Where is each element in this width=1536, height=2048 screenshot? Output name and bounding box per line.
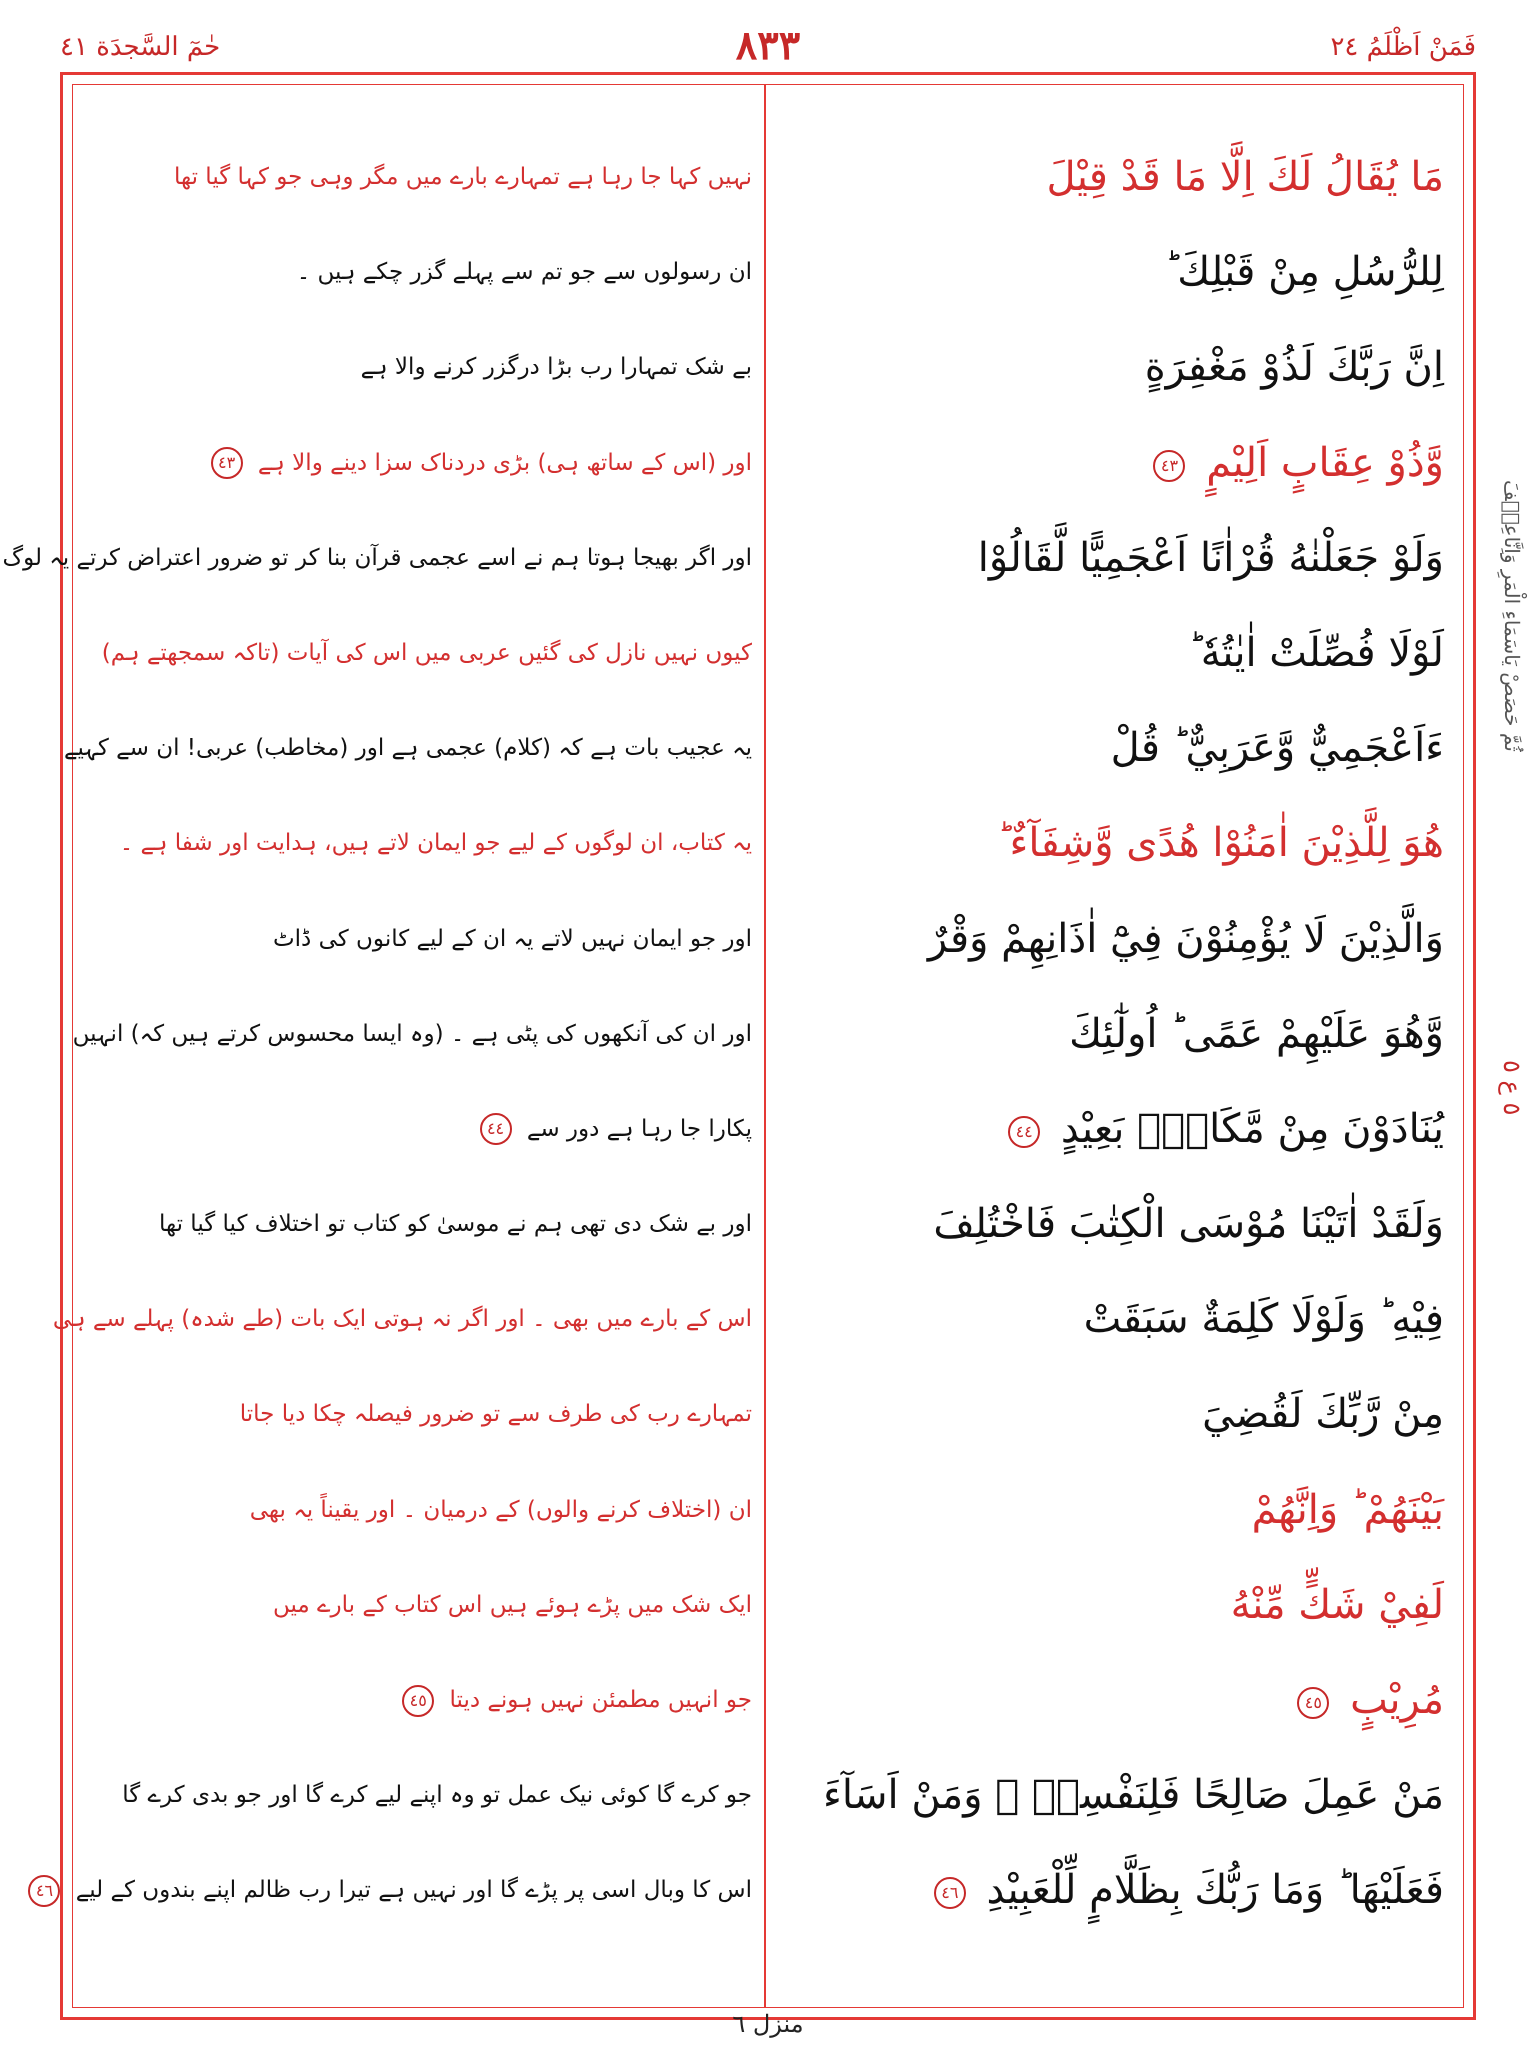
urdu-translation: اور بے شک دی تھی ہم نے موسیٰ کو کتاب تو اختلاف کیا گیا تھا — [158, 1211, 752, 1238]
page-number: ٨٣٣ — [735, 22, 801, 69]
urdu-translation: ان رسولوں سے جو تم سے پہلے گزر چکے ہیں ۔ — [296, 259, 752, 286]
arabic-text: وَّهُوَ عَلَيْهِمْ عَمًى ؕ اُولٰٓئِكَ — [1069, 1010, 1444, 1057]
arabic-text: لِلرُّسُلِ مِنْ قَبْلِكَ ؕ — [1164, 249, 1444, 296]
verse-row — [35, 1843, 1464, 1938]
urdu-translation: تمہارے رب کی طرف سے تو ضرور فیصلہ چکا دیا جاتا — [239, 1401, 752, 1428]
arabic-text: هُوَ لِلَّذِيْنَ اٰمَنُوْا هُدًى وَّشِفَآءٌ ؕ — [996, 820, 1444, 867]
arabic-text: بَيْنَهُمْ ؕ وَاِنَّهُمْ — [1251, 1486, 1444, 1533]
arabic-text — [764, 1082, 1444, 1177]
urdu-verse-text: جو انہیں مطمئن نہیں ہونے دیتا — [449, 1687, 752, 1713]
verse-row — [63, 701, 1464, 796]
arabic-text — [764, 1843, 1444, 1938]
verse-row — [72, 987, 1464, 1082]
arabic-text: وَالَّذِيْنَ لَا يُؤْمِنُوْنَ فِيْٓ اٰذَانِهِمْ وَقْرٌ — [927, 915, 1444, 962]
verse-row — [2, 511, 1464, 606]
verse-row — [72, 1463, 1464, 1558]
urdu-translation: نہیں کہا جا رہا ہے تمہارے بارے میں مگر وہی جو کہا گیا تھا — [173, 164, 752, 190]
arabic-text — [764, 1653, 1444, 1748]
verse-row — [72, 796, 1464, 891]
arabic-verse-text: مُرِيْبٍ — [1350, 1677, 1444, 1723]
arabic-text: مَا يُقَالُ لَكَ اِلَّا مَا قَدْ قِيْلَ — [1046, 154, 1444, 200]
verse-row — [72, 320, 1464, 415]
verse-number-marker: ٤٤ — [480, 1113, 512, 1145]
urdu-translation — [88, 416, 752, 511]
verse-row — [72, 606, 1464, 701]
urdu-translation — [88, 1082, 752, 1177]
arabic-text: وَلَقَدْ اٰتَيْنَا مُوْسَى الْكِتٰبَ فَاخْتُلِفَ — [933, 1201, 1444, 1248]
verse-row — [72, 1367, 1464, 1462]
verse-row — [72, 1748, 1464, 1843]
verse-row — [72, 1177, 1464, 1272]
urdu-translation — [88, 1653, 752, 1748]
urdu-translation: اور ان کی آنکھوں کی پٹی ہے ۔ (وہ ایسا محسوس کرتے ہیں کہ) انہیں — [72, 1020, 752, 1047]
verse-number-marker: ٤٥ — [1297, 1687, 1329, 1719]
verse-rows — [2, 130, 1464, 1939]
urdu-translation: اس کے بارے میں بھی ۔ اور اگر نہ ہوتی ایک بات (طے شدہ) پہلے سے ہی — [52, 1306, 752, 1333]
urdu-translation: کیوں نہیں نازل کی گئیں عربی میں اس کی آیات (تاکہ سمجھتے ہم) — [101, 639, 752, 666]
margin-note: ثُمَّ حَصَصْ يَاسَمَاءِ الْمَرِ وَاِنَّاعِيۡفَ — [1500, 480, 1524, 752]
verse-row — [72, 1082, 1464, 1177]
verse-number-marker: ٤٥ — [402, 1685, 434, 1717]
urdu-verse-text: اس کا وبال اسی پر پڑے گا اور نہیں ہے تیرا رب ظالم اپنے بندوں کے لیے — [75, 1877, 752, 1904]
arabic-text: اِنَّ رَبَّكَ لَذُوْ مَغْفِرَةٍ — [1144, 344, 1444, 391]
verse-number-marker: ٤٣ — [211, 447, 243, 479]
page-header — [60, 22, 1476, 78]
arabic-verse-text: فَعَلَيْهَا ؕ وَمَا رَبُّكَ بِظَلَّامٍ لِّلْعَبِيْدِ — [986, 1867, 1444, 1914]
urdu-verse-text: اور (اس کے ساتھ ہی) بڑی دردناک سزا دینے والا ہے — [257, 449, 752, 476]
surah-name: حٰمٓ السَّجدَة ٤١ — [60, 32, 221, 62]
urdu-translation: یہ عجیب بات ہے کہ (کلام) عجمی ہے اور (مخاطب) عربی! ان سے کہیے — [63, 735, 752, 762]
manzil-footer: منزل ٦ — [732, 2010, 804, 2038]
arabic-text: ءَاَعْجَمِيٌّ وَّعَرَبِيٌّ ؕ قُلْ — [1110, 725, 1444, 772]
urdu-verse-text: پکارا جا رہا ہے دور سے — [526, 1115, 752, 1142]
urdu-translation: ان (اختلاف کرنے والوں) کے درمیان ۔ اور یقیناً یہ بھی — [249, 1496, 752, 1523]
urdu-translation: بے شک تمہارا رب بڑا درگزر کرنے والا ہے — [360, 354, 752, 381]
urdu-translation: ایک شک میں پڑے ہوئے ہیں اس کتاب کے بارے میں — [272, 1591, 752, 1618]
verse-number-marker: ٤٣ — [1153, 450, 1185, 482]
verse-row — [52, 1272, 1464, 1367]
urdu-translation: جو کرے گا کوئی نیک عمل تو وہ اپنے لیے کرے گا اور جو بدی کرے گا — [122, 1782, 752, 1809]
arabic-text: لَفِيْ شَكٍّ مِّنْهُ — [1230, 1581, 1444, 1628]
verse-number-marker: ٤٤ — [1008, 1116, 1040, 1148]
verse-row — [72, 1653, 1464, 1748]
arabic-text: مَنْ عَمِلَ صَالِحًا فَلِنَفْسِهٖ ۚ وَمَنْ اَسَآءَ — [823, 1772, 1444, 1819]
arabic-text: فِيْهِ ؕ وَلَوْلَا كَلِمَةٌ سَبَقَتْ — [1083, 1296, 1444, 1343]
arabic-text: مِنْ رَّبِّكَ لَقُضِيَ — [1202, 1391, 1444, 1438]
arabic-verse-text: وَّذُوْ عِقَابٍ اَلِيْمٍ — [1206, 439, 1444, 486]
verse-row — [72, 1558, 1464, 1653]
verse-row — [72, 416, 1464, 511]
urdu-translation: اور اگر بھیجا ہوتا ہم نے اسے عجمی قرآن بنا کر تو ضرور اعتراض کرتے یہ لوگ — [2, 544, 752, 571]
urdu-translation: اور جو ایمان نہیں لاتے یہ ان کے لیے کانوں کی ڈاٹ — [273, 925, 752, 952]
verse-row — [72, 225, 1464, 320]
arabic-verse-text: يُنَادَوْنَ مِنْ مَّكَانٍۢ بَعِيْدٍ — [1060, 1105, 1444, 1152]
arabic-text — [764, 416, 1444, 511]
ruku-mark: ٥ ع ٥ — [1498, 1060, 1526, 1116]
urdu-translation — [35, 1843, 752, 1938]
verse-number-marker: ٤٦ — [934, 1877, 966, 1909]
para-name: فَمَنْ اَظْلَمُ ٢٤ — [1330, 32, 1476, 62]
urdu-translation: یہ کتاب، ان لوگوں کے لیے جو ایمان لاتے ہیں، ہدایت اور شفا ہے ۔ — [119, 830, 752, 857]
verse-row — [72, 892, 1464, 987]
verse-number-marker: ٤٦ — [28, 1875, 60, 1907]
arabic-text: لَوْلَا فُصِّلَتْ اٰيٰتُهٗ ؕ — [1188, 629, 1444, 676]
verse-row — [72, 130, 1464, 225]
arabic-text: وَلَوْ جَعَلْنٰهُ قُرْاٰنًا اَعْجَمِيًّا لَّقَالُوْا — [977, 534, 1444, 581]
